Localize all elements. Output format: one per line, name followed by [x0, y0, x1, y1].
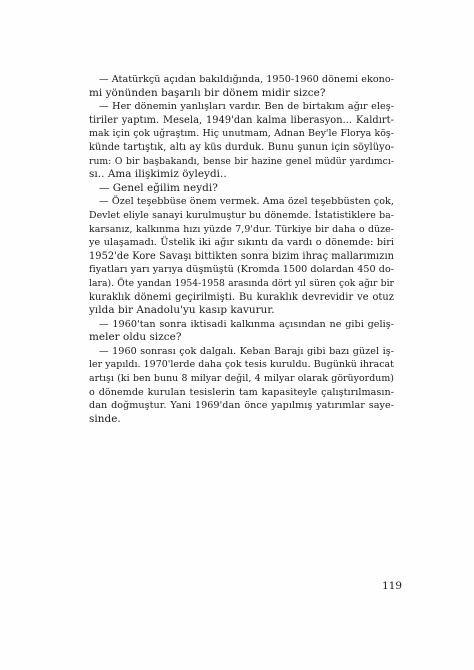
text-line: — Özel teşebbüse önem vermek. Ama özel teşebbüsten çok, — [99, 196, 394, 208]
text-line: Devlet eliyle sanayi kurulmuştur bu dönemde. İstatistiklere ba- — [89, 209, 394, 221]
text-line: künde tartıştık, altı ay küs durduk. Bunu şunun için söylüyo- — [89, 141, 394, 153]
text-line: fiyatları yarı yarıya düşmüştü (Kromda 1500 dolardan 450 do- — [89, 264, 395, 276]
text-line: lara). Öte yandan 1954-1958 arasında dört yıl süren çok ağır bir — [89, 277, 394, 289]
text-line: sinde. — [89, 412, 121, 425]
page-number: 119 — [382, 580, 402, 592]
text-line: — Her dönemin yanlışları vardır. Ben de birtakım ağır eleş- — [99, 101, 394, 113]
text-line: — 1960'tan sonra iktisadi kalkınma açısından ne gibi geliş- — [99, 318, 394, 330]
text-line: artışı (ki ben bunu 8 milyar değil, 4 milyar olarak görüyordum) — [89, 373, 394, 385]
text-line: tiriler yaptım. Mesela, 1949'dan kalma liberasyon... Kaldırt- — [89, 114, 394, 126]
text-line: sı.. Ama ilişkimiz öyleydi.. — [89, 168, 227, 181]
text-line: mak için çok uğraştım. Hiç unutmam, Adnan Bey'le Florya köş- — [89, 128, 394, 140]
text-line: 1952'de Kore Savaşı bittikten sonra bizim ihraç mallarımızın — [89, 250, 394, 262]
body-text — [89, 73, 394, 426]
text-line: o dönemde kurulan tesislerin tam kapasiteyle çalıştırılmasın- — [89, 386, 394, 398]
text-line: rum: O bir başbakandı, bense bir hazine genel müdür yardımcı- — [89, 155, 394, 167]
text-line: dan doğmuştur. Yani 1969'dan önce yapılmış yatırımlar saye- — [89, 400, 394, 412]
text-line: yılda bir Anadolu'yu kasıp kavurur. — [89, 304, 275, 317]
text-line: — 1960 sonrası çok dalgalı. Keban Barajı gibi bazı güzel iş- — [99, 345, 394, 357]
text-line: karsanız, kalkınma hızı yüzde 7,9'dur. Türkiye bir daha o düze- — [89, 223, 394, 235]
text-line: ye ulaşamadı. Üstelik iki ağır sıkıntı da vardı o dönemde: biri — [89, 237, 394, 249]
text-line: — Atatürkçü açıdan bakıldığında, 1950-1960 dönemi ekono- — [99, 74, 395, 85]
text-line: kuraklık dönemi geçirilmişti. Bu kuraklık devrevidir ve otuz — [89, 291, 394, 303]
text-line: meler oldu sizce? — [89, 331, 182, 344]
text-line: mi yönünden başarılı bir dönem midir sizce? — [89, 86, 326, 99]
text-line: — Genel eğilim neydi? — [99, 181, 218, 194]
text-line: ler yapıldı. 1970'lerde daha çok tesis kuruldu. Bugünkü ihracat — [89, 359, 394, 371]
